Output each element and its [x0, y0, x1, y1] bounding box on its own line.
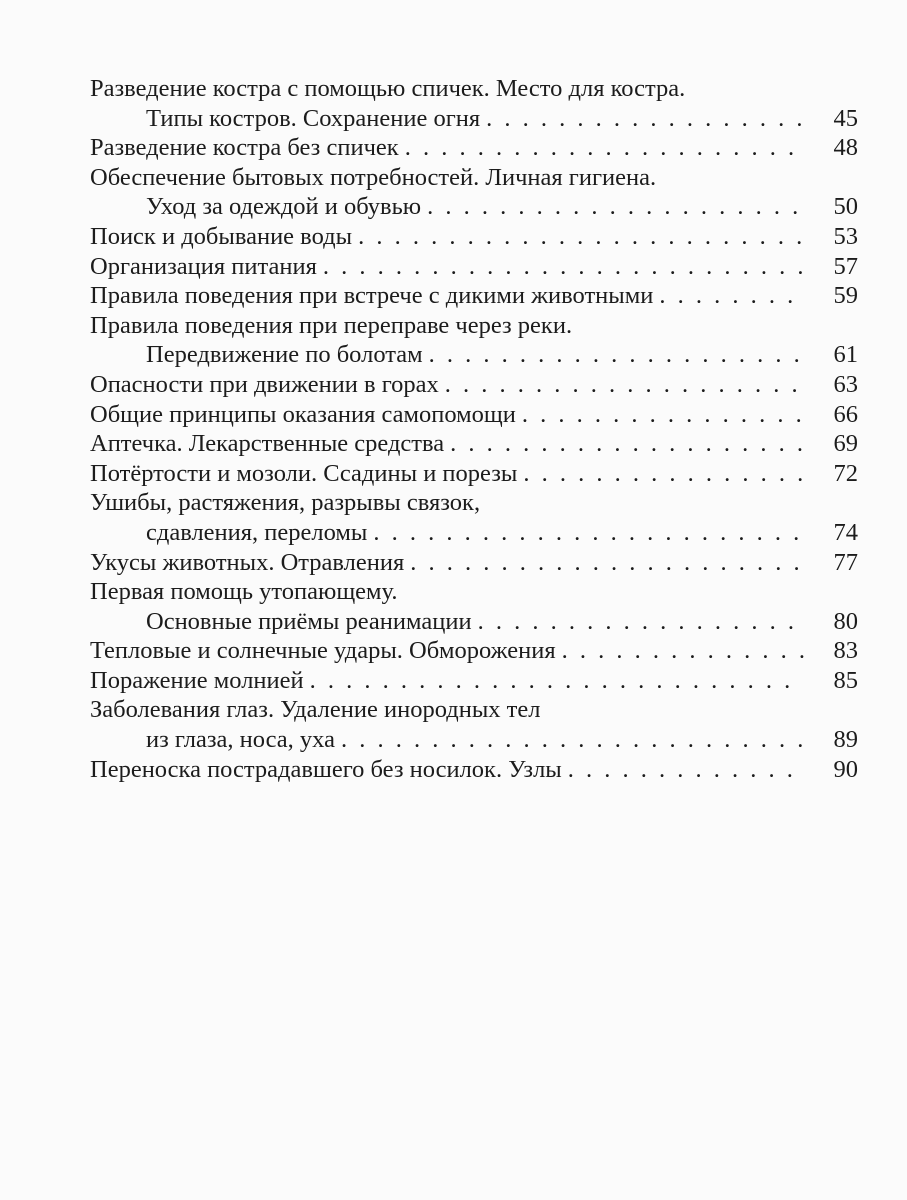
toc-entry-page-number: 53: [833, 222, 858, 250]
toc-entry-title: Общие принципы оказания самопомощи: [90, 400, 516, 428]
toc-entry-title: Разведение костра с помощью спичек. Место для костра.: [90, 75, 686, 102]
toc-entry: [90, 74, 858, 104]
toc-entry: [90, 577, 858, 607]
toc-entry: [90, 281, 858, 311]
dot-leader: [523, 459, 804, 489]
toc-entry-title: Ушибы, растяжения, разрывы связок,: [90, 489, 481, 517]
toc-entry-page-number: 85: [833, 666, 858, 694]
toc-entry: [90, 133, 858, 163]
toc-entry-page-number: 72: [833, 459, 858, 487]
dot-leader: [450, 429, 804, 459]
dot-leader: [429, 340, 804, 370]
toc-entry-title: Организация питания: [90, 252, 317, 280]
dot-leader: [478, 607, 804, 637]
toc-entry: [90, 340, 858, 370]
toc-entry: [90, 548, 858, 578]
toc-entry-title: Разведение костра без спичек: [90, 134, 399, 162]
toc-entry: [90, 518, 858, 548]
toc-entry: [90, 666, 858, 696]
toc-entry: [90, 459, 858, 489]
toc-entry-title: Аптечка. Лекарственные средства: [90, 430, 445, 458]
toc-entry-page-number: 83: [833, 637, 858, 665]
toc-entry-title: сдавления, переломы: [146, 518, 368, 546]
dot-leader: [341, 725, 804, 755]
toc-entry-title: Тепловые и солнечные удары. Обморожения: [90, 637, 556, 665]
toc-entry: [90, 222, 858, 252]
toc-entry: [90, 163, 858, 193]
toc-entry-title: Основные приёмы реанимации: [146, 607, 472, 635]
toc-entry-page-number: 48: [833, 134, 858, 162]
toc-entry: [90, 607, 858, 637]
toc-entry-title: из глаза, носа, уха: [146, 726, 335, 754]
toc-entry-page-number: 59: [833, 282, 858, 310]
toc-entry-page-number: 77: [833, 548, 858, 576]
toc-entry: [90, 695, 858, 725]
toc-entry-page-number: 57: [833, 252, 858, 280]
dot-leader: [445, 370, 804, 400]
toc-entry-title: Правила поведения при переправе через реки.: [90, 311, 573, 339]
toc-entry-title: Поиск и добывание воды: [90, 222, 353, 250]
toc-entry-title: Опасности при движении в горах: [90, 370, 439, 398]
toc-entry: [90, 429, 858, 459]
dot-leader: [323, 252, 804, 282]
toc-entry-title: Уход за одеждой и обувью: [146, 193, 422, 221]
toc-entry: [90, 636, 858, 666]
toc-entry-title: Правила поведения при встрече с дикими животными: [90, 282, 654, 310]
dot-leader: [486, 104, 804, 134]
toc-entry-title: Обеспечение бытовых потребностей. Личная гигиена.: [90, 163, 657, 191]
dot-leader: [427, 192, 804, 222]
dot-leader: [310, 666, 804, 696]
dot-leader: [522, 400, 804, 430]
toc-entry: [90, 488, 858, 518]
toc-entry: [90, 370, 858, 400]
toc-entry-page-number: 50: [833, 193, 858, 221]
toc-entry-title: Укусы животных. Отравления: [90, 548, 405, 576]
toc-entry-title: Переноска пострадавшего без носилок. Узлы: [90, 755, 562, 783]
toc-entry: [90, 311, 858, 341]
toc-entry-page-number: 80: [833, 607, 858, 635]
table-of-contents: [90, 74, 858, 784]
toc-entry: [90, 104, 858, 134]
dot-leader: [410, 548, 804, 578]
toc-entry: [90, 252, 858, 282]
dot-leader: [405, 133, 804, 163]
toc-entry-page-number: 61: [833, 341, 858, 369]
toc-entry-page-number: 89: [833, 726, 858, 754]
toc-entry-page-number: 69: [833, 430, 858, 458]
toc-entry: [90, 725, 858, 755]
toc-entry-page-number: 45: [833, 104, 858, 132]
toc-entry-page-number: 66: [833, 400, 858, 428]
toc-entry: [90, 755, 858, 785]
dot-leader: [373, 518, 804, 548]
toc-entry-page-number: 90: [833, 755, 858, 783]
toc-entry-title: Первая помощь утопающему.: [90, 578, 398, 606]
toc-entry-title: Заболевания глаз. Удаление инородных тел: [90, 696, 541, 724]
dot-leader: [562, 636, 804, 666]
dot-leader: [358, 222, 804, 252]
toc-entry-page-number: 74: [833, 518, 858, 546]
dot-leader: [659, 281, 804, 311]
toc-entry-title: Поражение молнией: [90, 666, 304, 694]
toc-entry: [90, 192, 858, 222]
toc-entry-title: Передвижение по болотам: [146, 341, 423, 369]
dot-leader: [568, 755, 804, 785]
toc-entry: [90, 400, 858, 430]
toc-entry-title: Типы костров. Сохранение огня: [146, 104, 481, 132]
toc-entry-page-number: 63: [833, 370, 858, 398]
toc-entry-title: Потёртости и мозоли. Ссадины и порезы: [90, 459, 518, 487]
